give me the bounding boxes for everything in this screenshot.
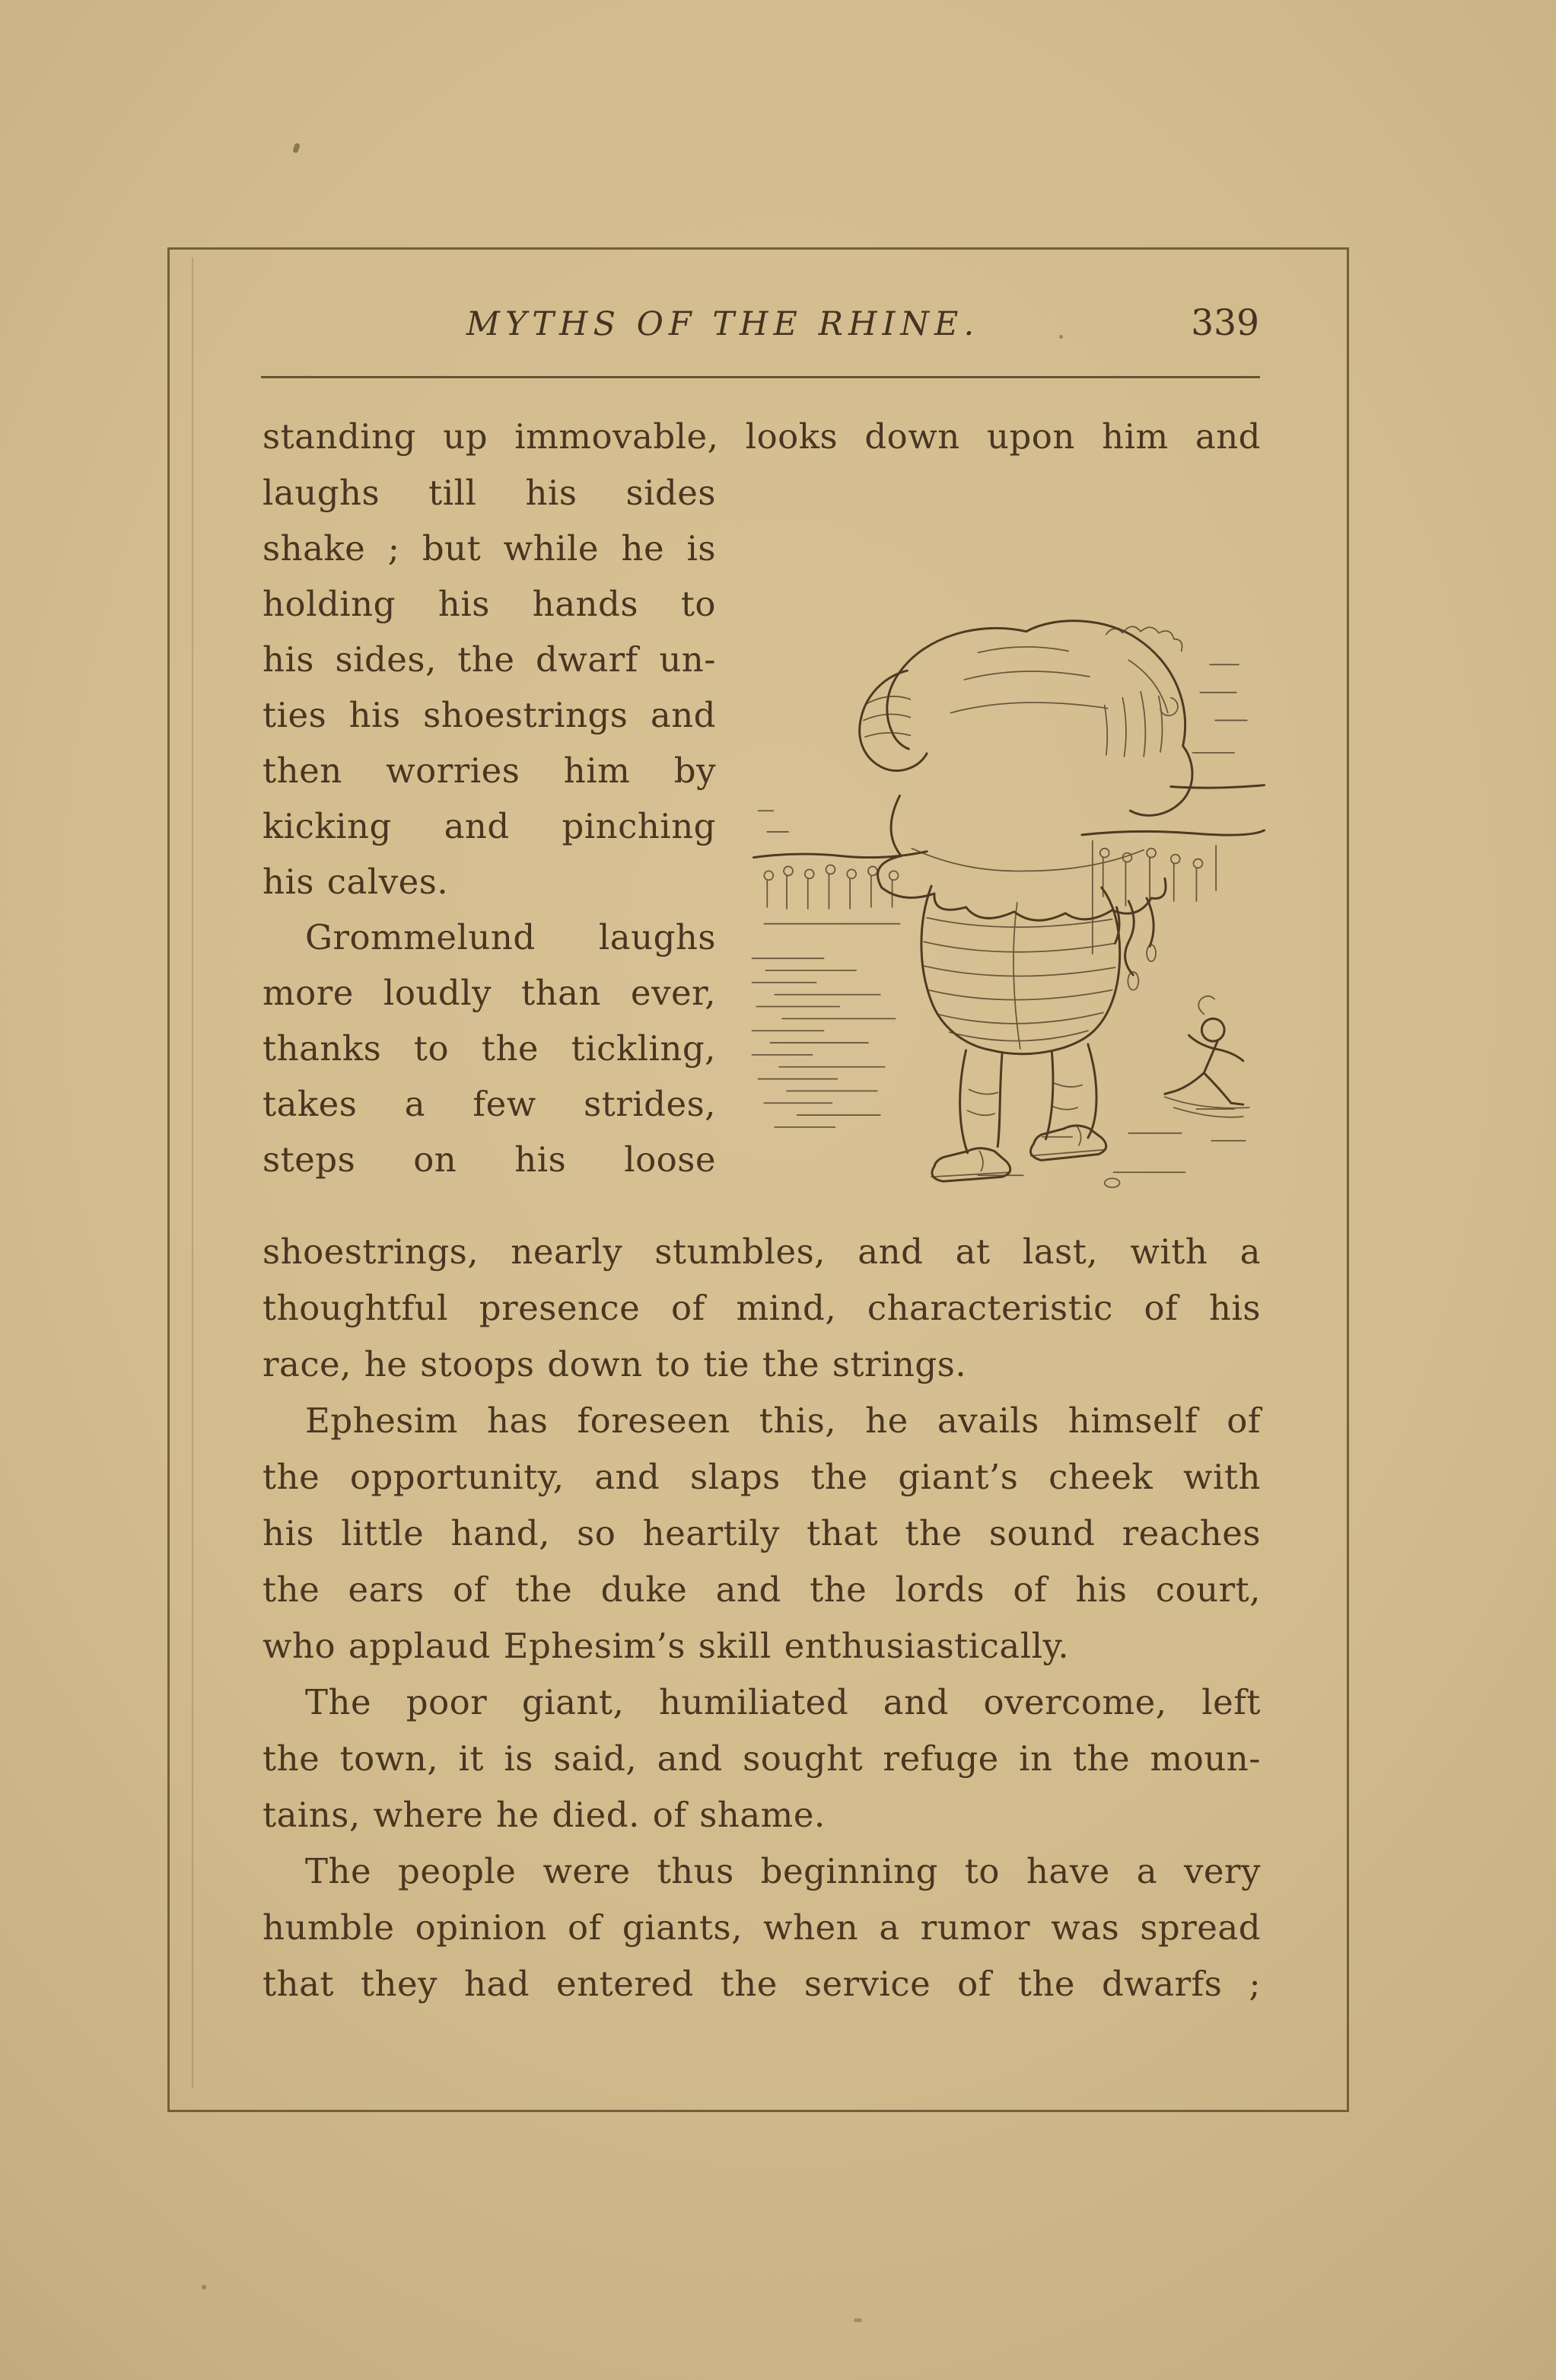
text-line: thanks to the tickling, [263, 1028, 716, 1069]
page-number: 339 [1191, 302, 1259, 344]
text-line: Grommelund laughs [305, 917, 716, 957]
header-rule [261, 376, 1260, 378]
text-line: kicking and pinching [263, 806, 716, 846]
text-line: the town, it is said, and sought refuge in the moun- [263, 1738, 1261, 1779]
text-line: takes a few strides, [263, 1084, 716, 1124]
text-line: holding his hands to [263, 584, 716, 624]
text-line: his calves. [263, 862, 449, 902]
gutter-shadow-line [192, 257, 193, 2088]
text-line: thoughtful presence of mind, characteristic of his [263, 1288, 1261, 1328]
body-text [263, 409, 1261, 2012]
running-header: MYTHS OF THE RHINE. [466, 305, 980, 343]
ink-speck [1059, 335, 1063, 339]
text-line: race, he stoops down to tie the strings. [263, 1344, 967, 1384]
text-line: that they had entered the service of the dwarfs ; [263, 1964, 1261, 2004]
ink-speck [854, 2318, 862, 2322]
engraving-main-lines [753, 621, 1264, 1181]
wrapped-text-section [263, 465, 1261, 1187]
text-line: laughs till his sides [263, 473, 716, 513]
text-line: shake ; but while he is [263, 528, 716, 569]
text-line: The poor giant, humiliated and overcome, left [305, 1682, 1261, 1722]
illustration-giant-and-dwarf [751, 606, 1265, 1193]
ink-speck [292, 142, 301, 154]
text-line: ties his shoestrings and [263, 695, 716, 735]
text-line: steps on his loose [263, 1139, 716, 1180]
text-line: more loudly than ever, [263, 973, 716, 1013]
text-line: who applaud Ephesim’s skill enthusiastically. [263, 1626, 1070, 1666]
text-line: the ears of the duke and the lords of his court, [263, 1569, 1261, 1610]
ink-speck [202, 2285, 206, 2289]
text-line: The people were thus beginning to have a very [305, 1851, 1261, 1891]
text-line: the opportunity, and slaps the giant’s cheek with [263, 1457, 1261, 1497]
text-line: shoestrings, nearly stumbles, and at last, with a [263, 1231, 1261, 1272]
text-line: then worries him by [263, 750, 716, 791]
text-line: humble opinion of giants, when a rumor was spread [263, 1907, 1261, 1948]
text-line: his little hand, so heartily that the sound reaches [263, 1513, 1261, 1553]
text-line: tains, where he died. of shame. [263, 1795, 826, 1835]
text-line: standing up immovable, looks down upon him and [263, 416, 1261, 457]
text-line: Ephesim has foreseen this, he avails himself of [305, 1400, 1261, 1441]
text-line: his sides, the dwarf un- [263, 639, 716, 680]
full-width-text-section [263, 1224, 1261, 2012]
